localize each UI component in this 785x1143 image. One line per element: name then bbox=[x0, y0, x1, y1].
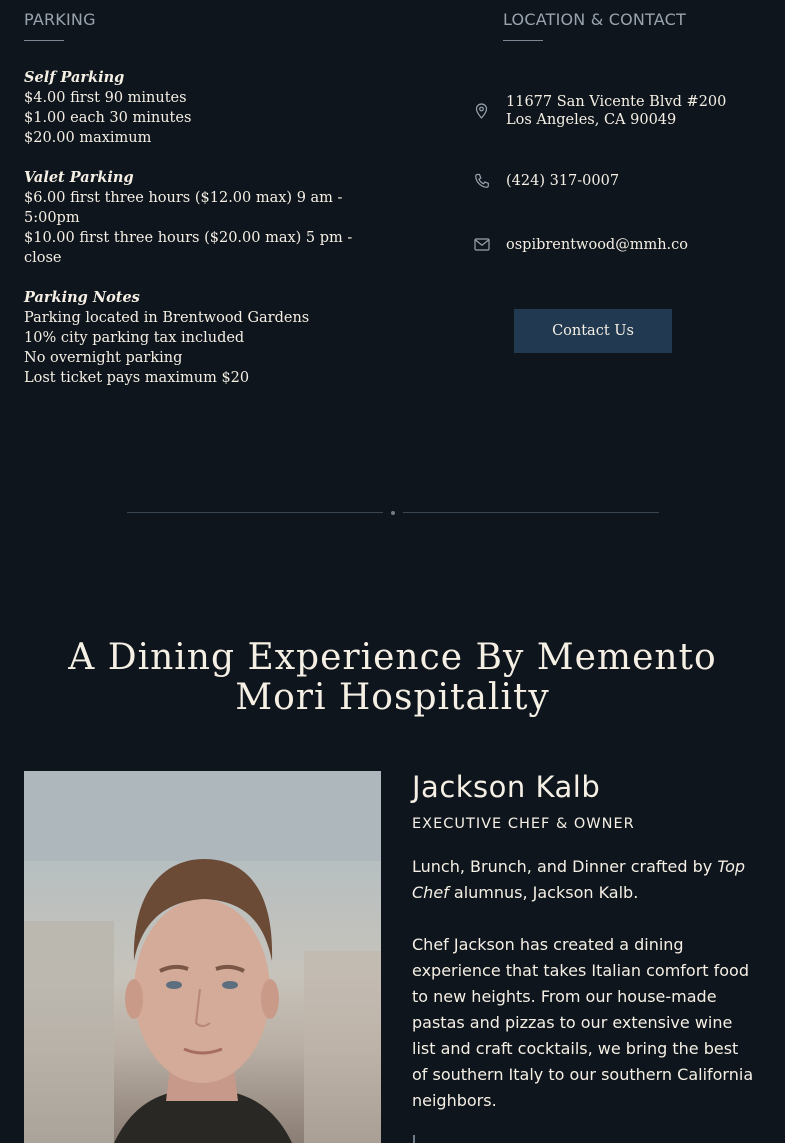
chef-intro-text: Lunch, Brunch, and Dinner crafted by bbox=[412, 857, 718, 876]
top-chef-italic: Top Chef bbox=[412, 857, 746, 902]
contact-heading-underline bbox=[503, 40, 543, 41]
valet-parking-line: $10.00 first three hours ($20.00 max) 5 pm - bbox=[24, 230, 353, 246]
chef-photo bbox=[24, 771, 381, 1143]
feature-title-line-1: A Dining Experience By Memento bbox=[68, 637, 717, 678]
chef-intro-end: alumnus, Jackson Kalb. bbox=[448, 883, 639, 902]
self-parking-line: $20.00 maximum bbox=[24, 130, 152, 146]
valet-parking-line: $6.00 first three hours ($12.00 max) 9 am - bbox=[24, 190, 343, 206]
email-link[interactable]: ospibrentwood@mmh.co bbox=[506, 237, 689, 253]
address-line-2: Los Angeles, CA 90049 bbox=[506, 112, 677, 128]
quote-bar bbox=[413, 1135, 415, 1143]
parking-note: Parking located in Brentwood Gardens bbox=[24, 310, 310, 326]
address-line-1: 11677 San Vicente Blvd #200 bbox=[506, 94, 727, 110]
parking-details bbox=[24, 68, 364, 388]
chef-name: Jackson Kalb bbox=[412, 770, 601, 804]
self-parking-line: $4.00 first 90 minutes bbox=[24, 90, 187, 106]
contact-heading: LOCATION & CONTACT bbox=[503, 10, 686, 29]
feature-title-line-2: Mori Hospitality bbox=[235, 677, 550, 718]
chef-description: Chef Jackson has created a dining experience that takes Italian comfort food to new heights. From our house-made pastas and pizzas to our extensive wine list and craft cocktails, we bring the best of southern Italy to our southern California neighbors. bbox=[412, 935, 754, 1110]
contact-us-button[interactable]: Contact Us bbox=[514, 309, 672, 353]
parking-heading-underline bbox=[24, 40, 64, 41]
divider-dot bbox=[391, 511, 395, 515]
parking-note: Lost ticket pays maximum $20 bbox=[24, 370, 250, 386]
valet-parking-title: Valet Parking bbox=[24, 169, 134, 186]
map-pin-icon bbox=[474, 103, 489, 119]
parking-note: 10% city parking tax included bbox=[24, 330, 245, 346]
valet-parking-line: close bbox=[24, 250, 62, 266]
divider-right bbox=[403, 512, 659, 513]
parking-notes-title: Parking Notes bbox=[24, 289, 140, 306]
phone-icon bbox=[474, 173, 490, 189]
self-parking-line: $1.00 each 30 minutes bbox=[24, 110, 192, 126]
self-parking-title: Self Parking bbox=[24, 69, 125, 86]
chef-intro bbox=[412, 854, 757, 906]
valet-parking-line: 5:00pm bbox=[24, 210, 80, 226]
parking-note: No overnight parking bbox=[24, 350, 183, 366]
feature-title bbox=[0, 638, 785, 718]
chef-role: EXECUTIVE CHEF & OWNER bbox=[412, 816, 635, 832]
phone-link[interactable]: (424) 317-0007 bbox=[506, 173, 620, 189]
address[interactable] bbox=[506, 93, 726, 129]
divider-left bbox=[127, 512, 383, 513]
mail-icon bbox=[474, 238, 490, 251]
parking-heading: PARKING bbox=[24, 10, 96, 29]
